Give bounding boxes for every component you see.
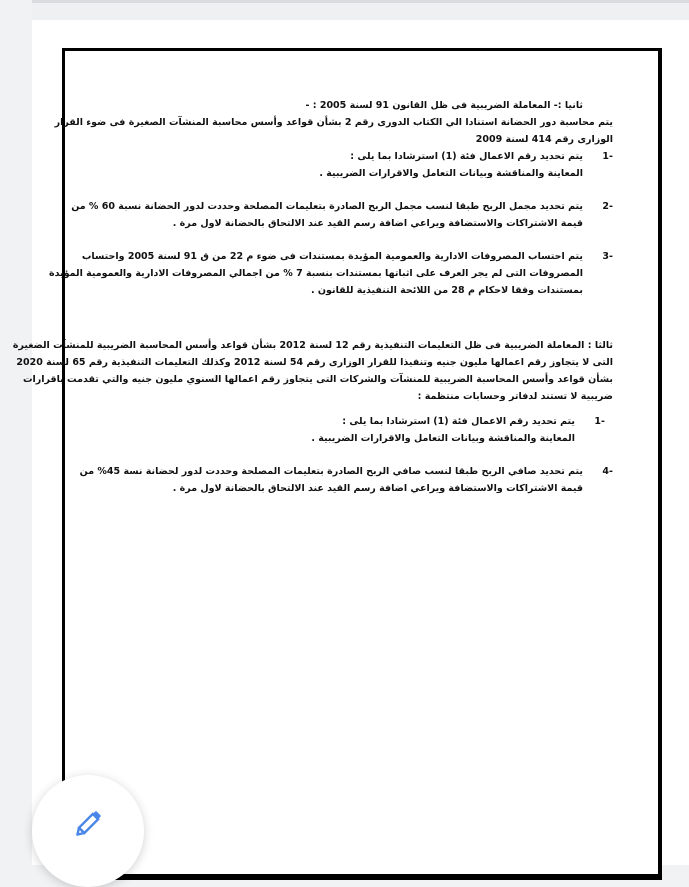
list-item-line: يتم تحديد رقم الاعمال فئة (1) استرشادا بما يلى : [342, 416, 575, 427]
section3 [12, 337, 613, 405]
list-item-number: -3 [602, 251, 613, 262]
document-body [12, 97, 613, 497]
section2-heading: ثانيا :- المعاملة الضريبية فى ظل القانون 91 لسنة 2005 : - [305, 100, 583, 111]
document-border-frame [12, 48, 662, 880]
top-toolbar-band [32, 0, 689, 20]
section3-intro-line: بشأن قواعد وأسس المحاسبة الضريبية للمنشآت والشركات التى يتجاوز رقم اعمالها السنوي مليون جنيه والتي تقدمت باقرارات [22, 374, 613, 385]
list-item-line: قيمة الاشتراكات والاستضافة ويراعي اضافة رسم القيد عند الالتحاق بالحضانة لاول مرة . [172, 218, 583, 229]
list-item-line: المعاينة والمناقشة وبيانات التعامل والاقرارات الضريبية . [311, 433, 575, 444]
list-item-number: -1 [594, 416, 605, 427]
list-item-line: قيمة الاشتراكات والاستضافة ويراعي اضافة رسم القيد عند الالتحاق بالحضانة لاول مرة . [172, 483, 583, 494]
section3-intro-line: التى لا يتجاوز رقم اعمالها مليون جنيه وتنفيذا للقرار الوزارى رقم 54 لسنة 2012 وكذلك التعليمات التنفيذية رقم 65 لسنة 2020 [16, 357, 613, 368]
list-item-line: يتم تحديد صافي الربح طبقا لنسب صافي الربح الصادرة بتعليمات المصلحة وحددت لدور لحضانة نسة 45% من [79, 466, 583, 477]
list-item-line: يتم تحديد رقم الاعمال فئة (1) استرشادا بما يلى : [350, 151, 583, 162]
edit-fab-button[interactable] [32, 775, 144, 887]
list-item-number: -4 [602, 466, 613, 477]
list-item-line: يتم تحديد مجمل الربح طبقا لنسب مجمل الربح الصادرة بتعليمات المصلحة وحددت لدور الحضانة نسبة 60 % من [71, 201, 583, 212]
list-item-line: يتم احتساب المصروفات الادارية والعمومية المؤيدة بمستندات فى ضوء م 22 من ق 91 لسنة 2005 واحتساب [81, 251, 583, 262]
list-item [103, 413, 613, 447]
list-item-line: بمستندات وفقا لاحكام م 28 من اللائحة التنفيذية للقانون . [311, 285, 583, 296]
list-item-line: المصروفات التى لم يجر العرف على اثباتها بمستندات بنسبة 7 % من اجمالي المصروفات الادارية والعمومية المؤيدة [49, 268, 583, 279]
section2-intro-line: الوزارى رقم 414 لسنة 2009 [475, 134, 613, 145]
section3-intro-line: ضريبية لا تستند لدفاتر وحسابات منتظمة : [417, 391, 613, 402]
list-item [103, 148, 613, 182]
list-item-line: المعاينة والمناقشة وبيانات التعامل والاقرارات الضريبية . [319, 168, 583, 179]
list-item-number: -1 [602, 151, 613, 162]
section3-intro-line: ثالثا : المعاملة الضريبية فى ظل التعليمات التنفيذية رقم 12 لسنة 2012 بشأن قواعد وأسس المحاسبة الضريبية للمنشآت الضغيرة [12, 340, 613, 351]
pencil-icon [70, 806, 106, 842]
list-item [71, 198, 613, 232]
section2-intro-line: يتم محاسبة دور الحضانة استنادا الي الكتاب الدورى رقم 2 بشأن قواعد وأسس محاسبة المنشآت الصغيرة فى ضوء القرار [54, 117, 613, 128]
list-item [79, 463, 613, 497]
list-item-number: -2 [602, 201, 613, 212]
document-page [12, 20, 689, 865]
list-item [49, 248, 613, 299]
